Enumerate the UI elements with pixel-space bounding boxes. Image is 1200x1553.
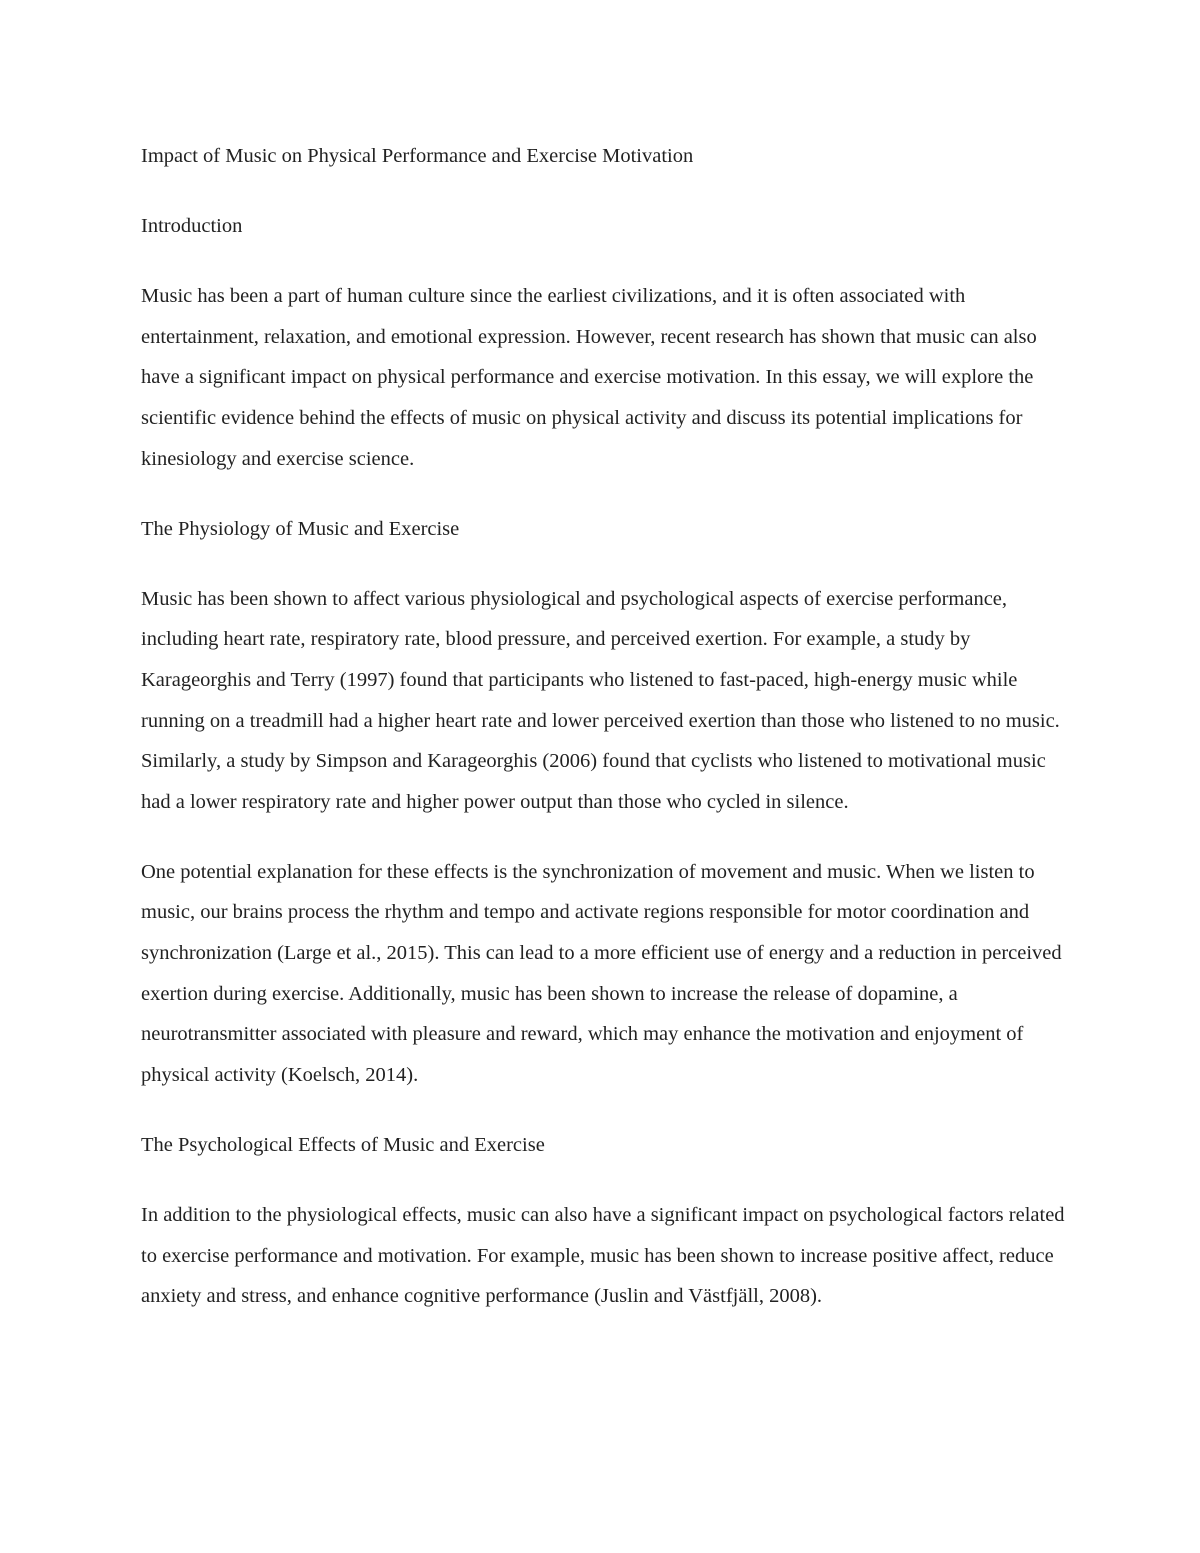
document-body <box>141 136 1066 1346</box>
document-title: Impact of Music on Physical Performance and Exercise Motivation <box>141 145 694 167</box>
paragraph: Music has been a part of human culture since the earliest civilizations, and it is often associated with entertainment, relaxation, and emotional expression. However, recent research has shown that music can also have a significant impact on physical performance and exercise motivation. In this essay, we will explore the scientific evidence behind the effects of music on physical activity and discuss its potential implications for kinesiology and exercise science. <box>141 285 1037 470</box>
paragraph: In addition to the physiological effects, music can also have a significant impact on psychological factors related to exercise performance and motivation. For example, music has been shown to increase positive affect, reduce anxiety and stress, and enhance cognitive performance (Juslin and Västfjäll, 2008). <box>141 1203 1065 1308</box>
section-heading-introduction: Introduction <box>141 215 243 238</box>
section-heading-physiology: The Physiology of Music and Exercise <box>141 517 460 540</box>
paragraph: One potential explanation for these effects is the synchronization of movement and music. When we listen to music, our brains process the rhythm and tempo and activate regions responsible for motor coordination and synchronization (Large et al., 2015). This can lead to a more efficient use of energy and a reduction in perceived exertion during exercise. Additionally, music has been shown to increase the release of dopamine, a neurotransmitter associated with pleasure and reward, which may enhance the motivation and enjoyment of physical activity (Koelsch, 2014). <box>141 860 1062 1086</box>
section-heading-psychological: The Psychological Effects of Music and Exercise <box>141 1133 545 1156</box>
paragraph: Music has been shown to affect various physiological and psychological aspects of exercise performance, including heart rate, respiratory rate, blood pressure, and perceived exertion. For example, a study by Karageorghis and Terry (1997) found that participants who listened to fast-paced, high-energy music while running on a treadmill had a higher heart rate and lower perceived exertion than those who listened to no music. Similarly, a study by Simpson and Karageorghis (2006) found that cyclists who listened to motivational music had a lower respiratory rate and higher power output than those who cycled in silence. <box>141 587 1060 813</box>
